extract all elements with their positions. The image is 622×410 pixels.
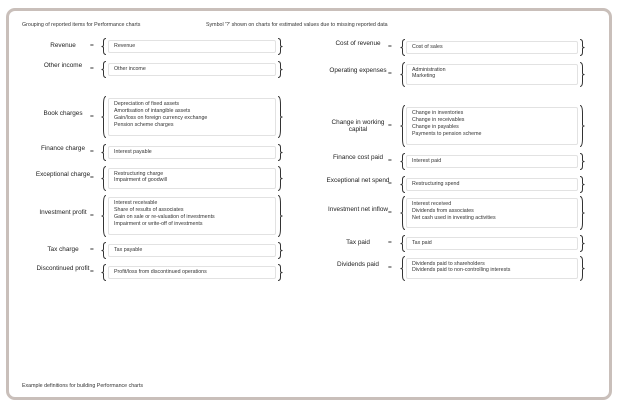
definition-item: Impairment or write-off of investments [114,220,203,227]
exceptional-net-spend-items [406,178,578,191]
definition-item: Interest received [412,201,452,207]
closing-brace-icon [579,153,585,170]
opening-brace-icon [101,96,107,138]
definition-item: Gain/loss on foreign currency exchange [114,114,208,121]
definition-item: Net cash used in investing activities [412,214,496,221]
definition-item: Change in receivables [412,116,465,123]
tax-charge-items [108,244,276,257]
closing-brace-icon [579,105,585,147]
definition-item: Share of results of associates [114,206,184,213]
grouping-heading: Grouping of reported items for Performance charts [22,22,141,28]
book-charges-equals: = [90,113,94,120]
exceptional-net-spend-label: Exceptional net spend [326,176,390,184]
definition-item: Payments to pension scheme [412,130,482,137]
footer-caption: Example definitions for building Performance charts [22,383,144,389]
book-charges-items [108,98,276,136]
estimate-note: Symbol '?' shown on charts for estimated values due to missing reported data [206,22,388,28]
closing-brace-icon [277,144,283,161]
tax-paid-items [406,237,578,250]
definition-item: Gain on sale or re-valuation of investments [114,213,215,220]
exceptional-net-spend-equals: = [388,180,392,187]
opening-brace-icon [101,195,107,237]
definition-item: Cost of sales [412,43,443,50]
opening-brace-icon [101,61,107,78]
other-income-items [108,63,276,76]
definition-item: Dividends paid to non-controlling interests [412,267,511,274]
closing-brace-icon [277,264,283,281]
closing-brace-icon [579,235,585,252]
definition-item: Amortisation of intangible assets [114,107,191,114]
revenue-label: Revenue [50,42,76,50]
opening-brace-icon [101,144,107,161]
definition-item: Interest payable [114,148,152,155]
closing-brace-icon [579,176,585,193]
definition-item: Marketing [412,73,436,80]
closing-brace-icon [277,38,283,55]
tax-paid-label: Tax paid [346,239,370,247]
definition-item: Profit/loss from discontinued operations [114,268,207,275]
operating-expenses-items [406,64,578,85]
finance-cost-paid-label: Finance cost paid [332,153,384,161]
closing-brace-icon [277,195,283,237]
cost-of-revenue-equals: = [388,43,392,50]
revenue-items [108,40,276,53]
operating-expenses-label: Operating expenses [329,66,387,74]
closing-brace-icon [277,61,283,78]
cost-of-revenue-label: Cost of revenue [335,39,381,47]
finance-charge-equals: = [90,148,94,155]
dividends-paid-items [406,258,578,279]
discontinued-profit-label: Discontinued profit [36,264,90,272]
opening-brace-icon [101,38,107,55]
dividends-paid-label: Dividends paid [337,260,379,268]
closing-brace-icon [579,62,585,87]
closing-brace-icon [579,256,585,281]
operating-expenses-equals: = [388,70,392,77]
dividends-paid-equals: = [388,264,392,271]
change-in-working-capital-items [406,107,578,145]
exceptional-charge-items [108,168,276,189]
definition-item: Revenue [114,42,136,49]
definition-item: Tax payable [114,246,143,253]
finance-cost-paid-equals: = [388,157,392,164]
change-in-working-capital-equals: = [388,122,392,129]
investment-profit-equals: = [90,212,94,219]
definition-item: Restructuring charge [114,170,164,177]
definition-item: Depreciation of fixed assets [114,101,180,107]
definition-item: Restructuring spend [412,180,460,187]
definition-item: Other income [114,65,146,72]
definition-item: Administration [412,66,446,73]
investment-profit-label: Investment profit [39,208,87,216]
definition-item: Tax paid [412,239,432,246]
exceptional-charge-equals: = [90,174,94,181]
definition-item: Dividends paid to shareholders [412,260,485,267]
opening-brace-icon [101,166,107,191]
tax-paid-equals: = [388,239,392,246]
closing-brace-icon [579,196,585,230]
finance-cost-paid-items [406,155,578,168]
opening-brace-icon [101,242,107,259]
investment-net-inflow-equals: = [388,209,392,216]
cost-of-revenue-items [406,41,578,54]
other-income-label: Other income [43,61,83,69]
opening-brace-icon [101,264,107,281]
investment-net-inflow-items [406,198,578,228]
tax-charge-equals: = [90,246,94,253]
discontinued-profit-items [108,266,276,279]
change-in-working-capital-label: Change in working capital [331,118,385,133]
tax-charge-label: Tax charge [47,246,79,254]
exceptional-charge-label: Exceptional charge [35,170,91,178]
definition-item: Interest receivable [114,200,158,206]
closing-brace-icon [277,96,283,138]
closing-brace-icon [579,39,585,56]
definition-item: Impairment of goodwill [114,177,167,184]
definition-item: Change in payables [412,123,459,130]
finance-charge-items [108,146,276,159]
investment-net-inflow-label: Investment net inflow [327,205,389,213]
closing-brace-icon [277,242,283,259]
other-income-equals: = [90,65,94,72]
investment-profit-items [108,197,276,235]
revenue-equals: = [90,42,94,49]
finance-charge-label: Finance charge [40,144,86,152]
definition-item: Pension scheme charges [114,121,174,128]
definition-item: Change in inventories [412,110,464,116]
discontinued-profit-equals: = [90,268,94,275]
book-charges-label: Book charges [43,109,83,117]
definition-item: Dividends from associates [412,207,474,214]
definition-item: Interest paid [412,157,442,164]
closing-brace-icon [277,166,283,191]
